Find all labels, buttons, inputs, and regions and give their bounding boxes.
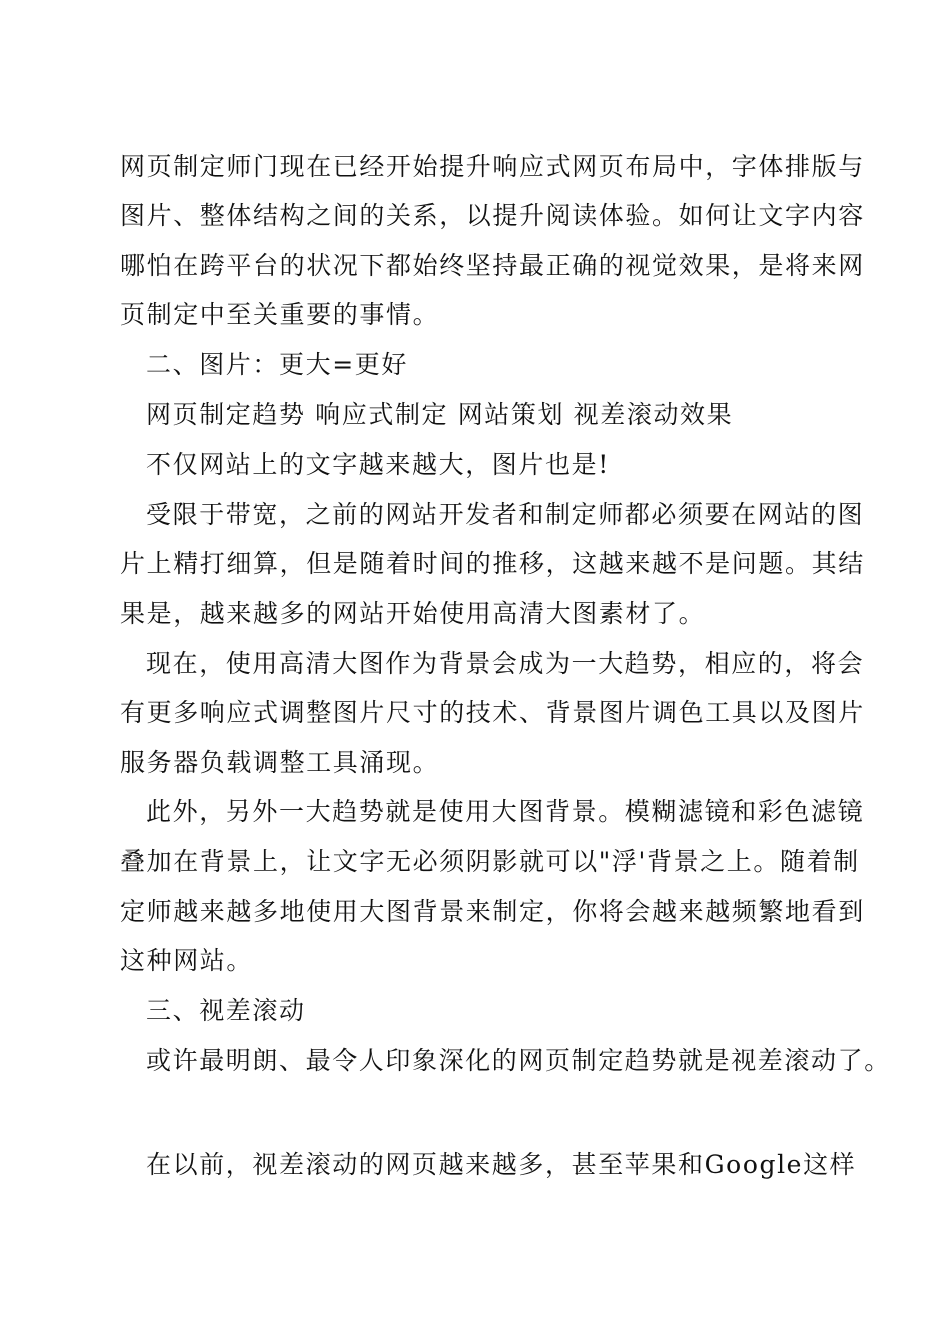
tag-line: 网页制定趋势 响应式制定 网站策划 视差滚动效果	[146, 400, 734, 429]
section-heading: 三、视差滚动	[146, 996, 306, 1025]
paragraph-line: 在以前，视差滚动的网页越来越多，甚至苹果和Google这样	[146, 1150, 857, 1179]
paragraph-line: 页制定中至关重要的事情。	[120, 300, 440, 329]
paragraph-line: 图片、整体结构之间的关系，以提升阅读体验。如何让文字内容	[120, 201, 865, 230]
paragraph-line: 不仅网站上的文字越来越大，图片也是!	[146, 450, 610, 479]
paragraph-line: 定师越来越多地使用大图背景来制定，你将会越来越频繁地看到	[120, 897, 865, 926]
paragraph-line: 果是，越来越多的网站开始使用高清大图素材了。	[120, 599, 706, 628]
paragraph-line: 或许最明朗、最令人印象深化的网页制定趋势就是视差滚动了。	[146, 1046, 891, 1075]
paragraph-line: 有更多响应式调整图片尺寸的技术、背景图片调色工具以及图片	[120, 698, 865, 727]
paragraph-line: 受限于带宽，之前的网站开发者和制定师都必须要在网站的图	[146, 500, 865, 529]
paragraph-line: 叠加在背景上，让文字无必须阴影就可以"浮'背景之上。随着制	[120, 847, 860, 876]
paragraph-line: 片上精打细算，但是随着时间的推移，这越来越不是问题。其结	[120, 549, 865, 578]
paragraph-line: 网页制定师门现在已经开始提升响应式网页布局中，字体排版与	[120, 152, 865, 181]
paragraph-line: 现在，使用高清大图作为背景会成为一大趋势，相应的，将会	[146, 649, 865, 678]
paragraph-line: 哪怕在跨平台的状况下都始终坚持最正确的视觉效果，是将来网	[120, 251, 865, 280]
paragraph-line: 这种网站。	[120, 946, 254, 975]
paragraph-line: 此外，另外一大趋势就是使用大图背景。模糊滤镜和彩色滤镜	[146, 797, 865, 826]
section-heading: 二、图片：更大=更好	[146, 350, 408, 379]
paragraph-line: 服务器负载调整工具涌现。	[120, 748, 440, 777]
